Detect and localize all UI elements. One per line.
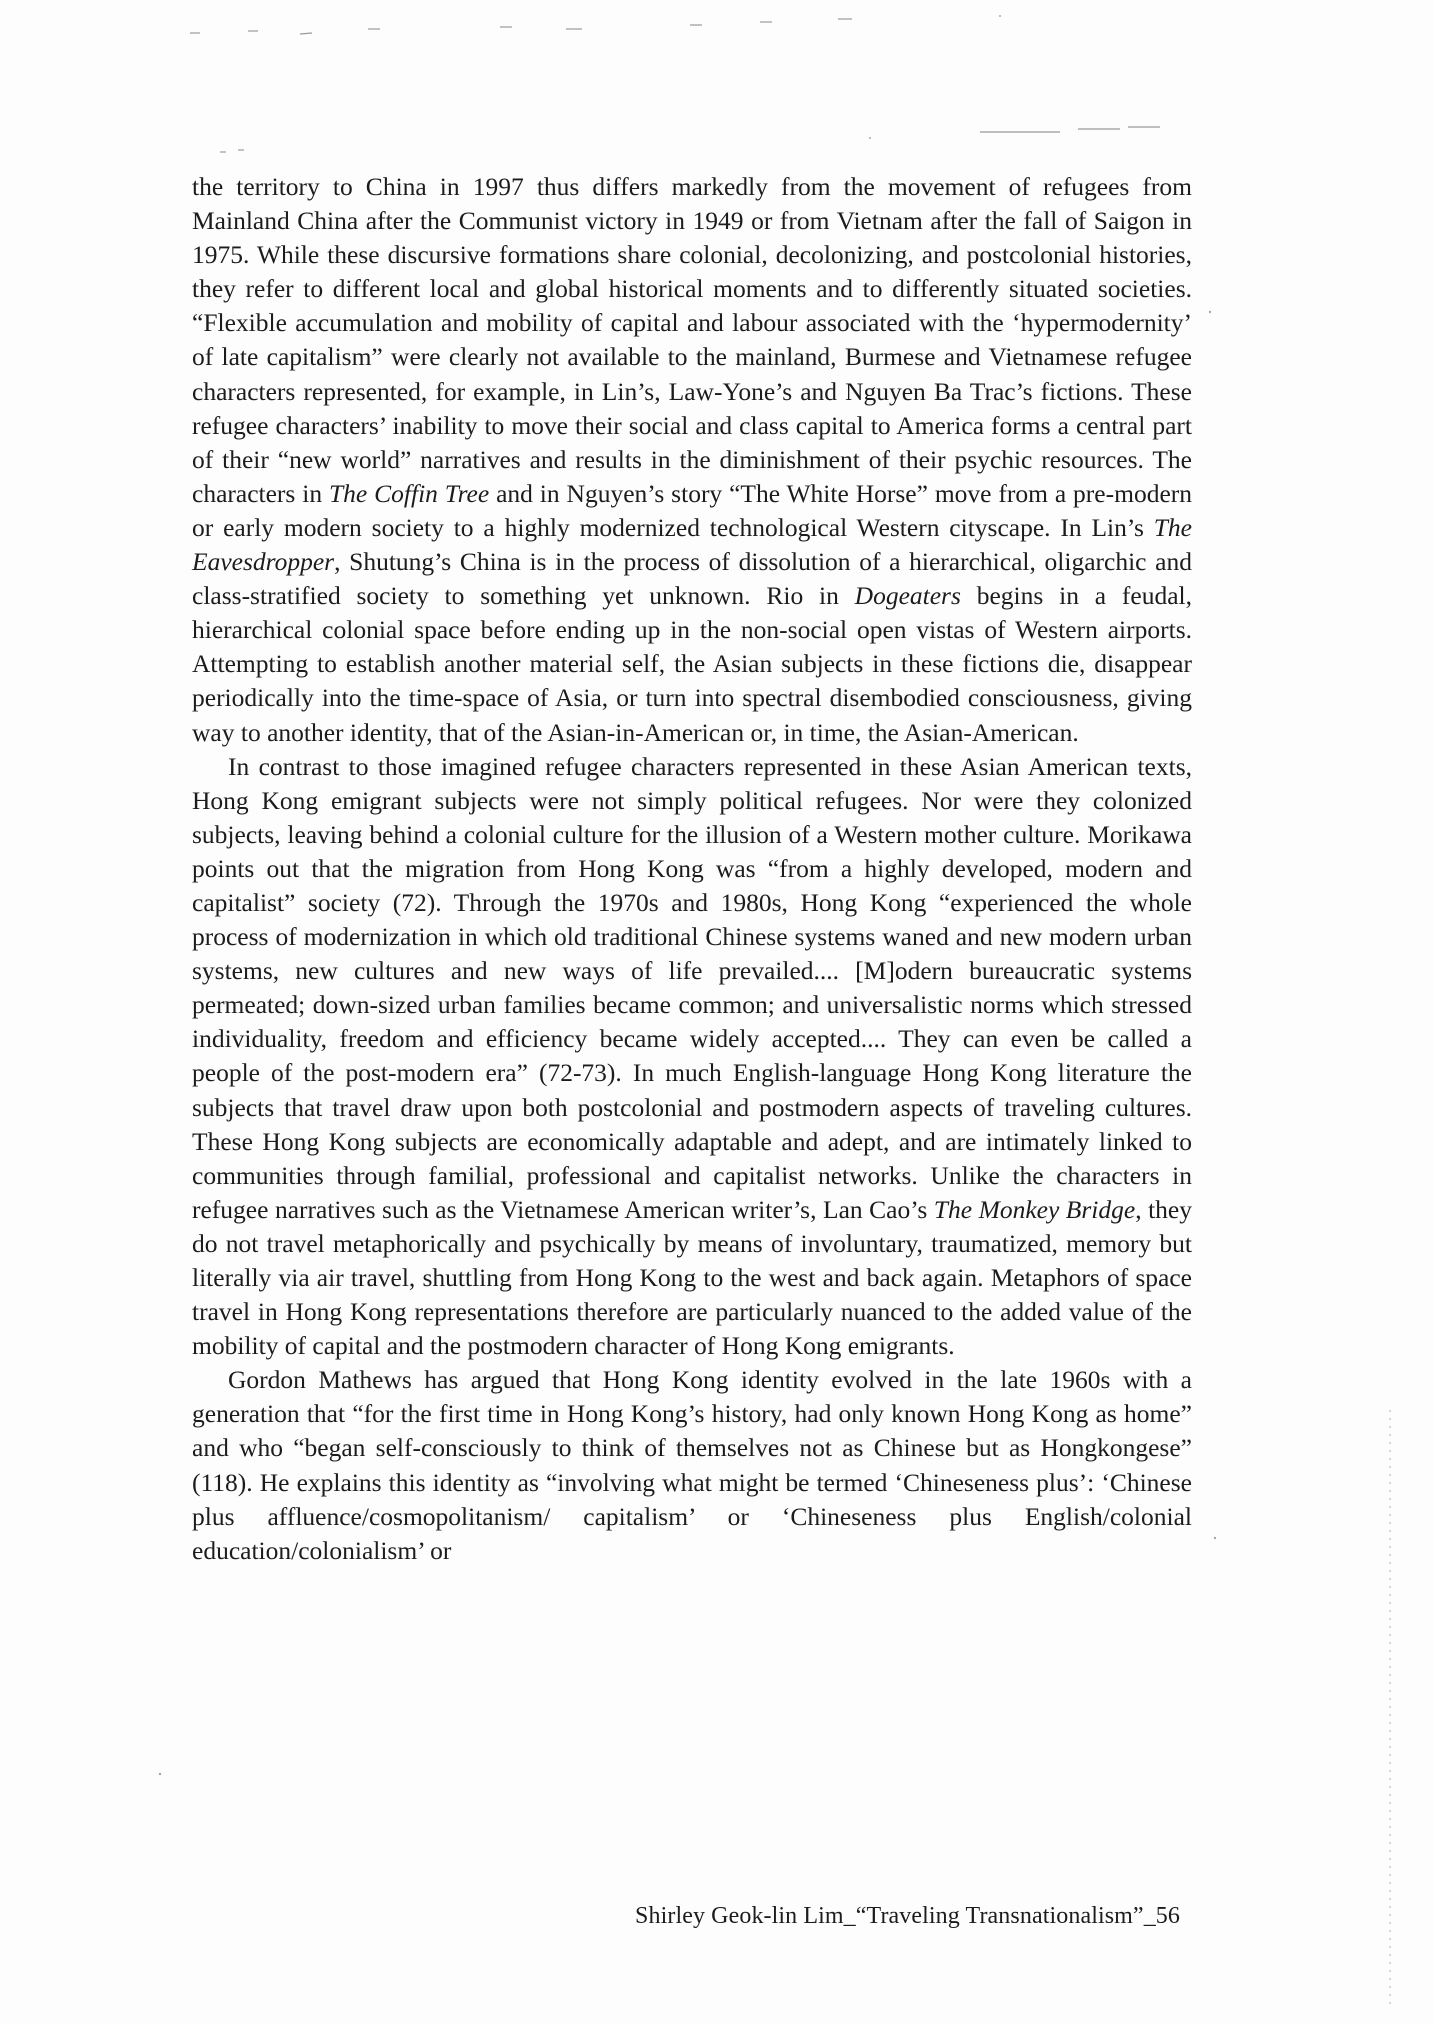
italic-title: Dogeaters [854, 581, 961, 611]
text-run: In contrast to those imagined refugee characters represented in these Asian American texts, Hong Kong emigrant subjects were not simply political refugees. Nor were they colonized subjects, leaving behind a colonial culture for the illusion of a Western mother culture. Morikawa points out that the migration from Hong Kong was “from a highly developed, modern and capitalist” society (72). Through the 1970s and 1980s, Hong Kong “experienced the whole process of modernization in which old traditional Chinese systems waned and new modern urban systems, new cultures and new ways of life prevailed.... [M]odern bureaucratic systems permeated; down-sized urban families became common; and universalistic norms which stressed individuality, freedom and efficiency became widely accepted.... They can even be called a people of the post-modern era” (72-73). In much English-language Hong Kong literature the subjects that travel draw upon both postcolonial and postmodern aspects of traveling cultures. These Hong Kong subjects are economically adaptable and adept, and are intimately linked to communities through familial, professional and capitalist networks. Unlike the characters in refugee narratives such as the Vietnamese American writer’s, Lan Cao’s [192, 751, 1192, 1224]
text-run: the territory to China in 1997 thus differs markedly from the movement of refugees from Mainland China after the Communist victory in 1949 or from Vietnam after the fall of Saigon in 1975. While these discursive formations share colonial, decolonizing, and postcolonial histories, they refer to different local and global historical moments and to differently situated societies. “Flexible accumulation and mobility of capital and labour associated with the ‘hypermodernity’ of late capitalism” were clearly not available to the mainland, Burmese and Vietnamese refugee characters represented, for example, in Lin’s, Law-Yone’s and Nguyen Ba Trac’s fictions. These refugee characters’ inability to move their social and class capital to America forms a central part of their “new world” narratives and results in the diminishment of their psychic resources. The characters in [192, 172, 1192, 508]
page-footer: Shirley Geok-lin Lim_“Traveling Transnationalism”_56 [635, 1903, 1180, 1929]
italic-title: The Coffin Tree [328, 478, 490, 508]
text-run: , they do not travel metaphorically and psychically by means of involuntary, traumatized, memory but literally via air travel, shuttling from Hong Kong to the west and back again. Metaphors of space travel in Hong Kong representations therefore are particularly nuanced to the added value of the mobility of capital and the postmodern character of Hong Kong emigrants. [192, 1194, 1193, 1361]
paragraph [192, 750, 1192, 1364]
text-run: Gordon Mathews has argued that Hong Kong identity evolved in the late 1960s with a generation that “for the first time in Hong Kong’s history, had only known Hong Kong as home” and who “began self-consciously to think of themselves not as Chinese but as Hongkongese” (118). He explains this identity as “involving what might be termed ‘Chineseness plus’: ‘Chinese plus affluence/cosmopolitanism/ capitalism’ or ‘Chineseness plus English/colonial education/colonialism’ or [192, 1365, 1192, 1565]
italic-title: The Monkey Bridge [933, 1194, 1136, 1224]
text-run: , Shutung’s China is in the process of dissolution of a hierarchical, oligarchic and class-stratified society to something yet unknown. Rio in [192, 547, 1192, 611]
italic-title: The Eavesdropper [192, 512, 1192, 577]
text-run: and in Nguyen’s story “The White Horse” move from a pre-modern or early modern society to a highly modernized technological Western cityscape. In Lin’s [192, 478, 1193, 542]
paragraph [192, 170, 1192, 750]
text-run: begins in a feudal, hierarchical colonial space before ending up in the non-social open vistas of Western airports. Attempting to establish another material self, the Asian subjects in these fictions die, disappear periodically into the time-space of Asia, or turn into spectral disembodied consciousness, giving way to another identity, that of the Asian-in-American or, in time, the Asian-American. [192, 581, 1192, 747]
paragraph [192, 1363, 1192, 1568]
body-text [192, 170, 1192, 1568]
